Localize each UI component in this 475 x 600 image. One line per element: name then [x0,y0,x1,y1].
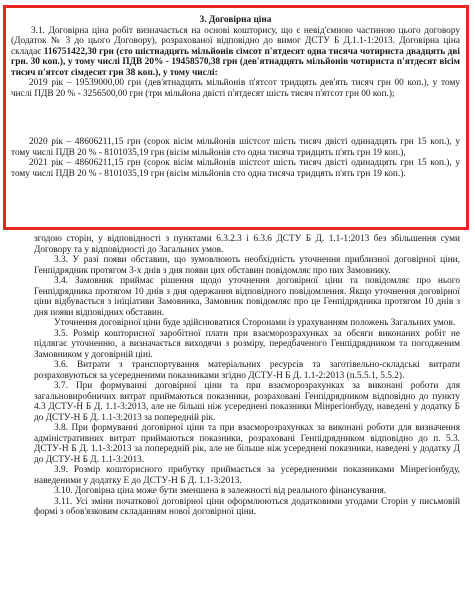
paragraph-3-1: 3.1. Договірна ціна робіт визначається на основі кошторису, що є невід'ємною частиною цього договору (Додаток № 3 до цього Договору), розрахованої відповідно до вимог ДСТУ Б Д.1.1-1:2013. Договірна ціна складає 116751422,30 грн (сто шістнадцять мільйонів сімсот п'ятдесят одна тисяча чотириста двадцять дві грн. 30 коп.), у тому числі ПДВ 20% - 19458570,38 грн (дев'ятнадцять мільйонів чотириста п'ятдесят вісім тисяч п'ятсот сімдесят грн 38 коп.), у тому числі: [11,25,460,78]
paragraph-3-2-tail: згодою сторін, у відповідності з пунктами 6.3.2.3 і 6.3.6 ДСТУ Б Д. 1.1-1:2013 без збільшення суми Договору та у відповідності до Загальних умов. [34,234,460,255]
paragraph-3-8: 3.8. При формуванні договірної ціни та при взаєморозрахунках за виконані роботи для визначення адміністративних витрат приймаються показники, розраховані Генпідрядником відповідно до п. 5.3. ДСТУ-Н Б Д. 1.1-3:2013 за попередній рік, але не більше ніж усереднені показники, наведені у додатку Д до ДСТУ-Н Б Д. 1.1-3:2013. [34,423,460,465]
paragraph-3-11: 3.11. Усі зміни початкової договірної ціни оформлюються додатковими угодами Сторін у письмовій формі з обов'язковим складанням нової договірної ціни. [34,496,460,517]
section-title: 3. Договірна ціна [199,15,272,25]
year-2020-line: 2020 рік – 48606211,15 грн (сорок вісім мільйонів шістсот шість тисяч двісті одинадцять грн 15 коп.), у тому числі ПДВ 20 % - 8101035,19 грн (вісім мільйонів сто одна тисяча тридцять п'ять грн 19 коп.), [11,137,460,158]
contract-price-bold: 116751422,30 грн (сто шістнадцять мільйонів сімсот п'ятдесят одна тисяча чотириста двадцять дві грн. 30 коп.), у тому числі ПДВ 20% - 19458570,38 грн (дев'ятнадцять мільйонів чотириста п'ятдесят вісім тисяч п'ятсот сімдесят грн 38 коп.), у тому числі: [11,46,460,78]
paragraph-3-4-note: Уточнення договірної ціни буде здійснюватися Сторонами із урахуванням положень Загальних умов. [54,318,456,328]
clauses-block [0,234,475,518]
year-2019-line: 2019 рік – 19539000,00 грн (дев'ятнадцять мільйонів п'ятсот тридцять дев'ять тисяч грн 00 коп.), у тому числі ПДВ 20 % - 3256500,00 грн (три мільйона двісті п'ятдесят шість тисяч п'ятсот грн 00 коп.); [11,78,460,99]
year-2021-line: 2021 рік – 48606211,15 грн (сорок вісім мільйонів шістсот шість тисяч двісті одинадцять грн 15 коп.), у тому числі ПДВ 20 % - 8101035,19 грн (вісім мільйонів сто одна тисяча тридцять п'ять грн 19 коп.). [11,158,460,179]
paragraph-3-6: 3.6. Витрати з транспортування матеріальних ресурсів та заготівельно-складські витрати розраховуються за усередненими показниками згідно ДСТУ-Н Б Д. 1.1-2:2013 (п.5.5.1, 5.5.2). [34,360,460,381]
paragraph-3-9: 3.9. Розмір кошторисного прибутку приймається за усередненими показниками Мінрегіонбуду, наведеними у додатку Е до ДСТУ-Н Б Д. 1.1-3:2013. [34,465,460,486]
paragraph-3-7: 3.7. При формуванні договірної ціни та при взаєморозрахунках за виконані роботи для загальновиробничих витрат приймаються показники, розраховані Генпідрядником відповідно до пункту 4.3 ДСТУ-Н Б Д. 1.1-3:2013, але не більші ніж усереднені показники Мінрегіонбуду, наведені у додатку Б до ДСТУ-Н Б Д. 1.1-3:2013 за попередній рік. [34,381,460,423]
paragraph-3-3: 3.3. У разі появи обставин, що зумовлюють необхідність уточнення приблизної договірної ціни, Генпідрядник протягом 3-х днів з дня появи цих обставин повідомляє про них Замовнику. [34,255,460,276]
paragraph-3-10: 3.10. Договірна ціна може бути зменшена в залежності від реального фінансування. [54,486,387,496]
paragraph-3-4: 3.4. Замовник приймає рішення щодо уточнення договірної ціни та повідомляє про нього Генпідрядника протягом 10 днів з дня одержання відповідного повідомлення. Якщо уточнення договірної ціни відбувається з ініціативи Замовника, Замовник повідомляє про це Генпідрядника протягом 10 днів з дня появи відповідних обставин. [34,276,460,318]
paragraph-3-5: 3.5. Розмір кошторисної заробітної плати при взаєморозрахунках за обсяги виконаних робіт не підлягає уточненню, а визначається виходячи з розміру, передбаченого Генпідрядником та погодженим Замовником у договірній ціні. [34,328,460,360]
highlight-frame [3,5,469,230]
